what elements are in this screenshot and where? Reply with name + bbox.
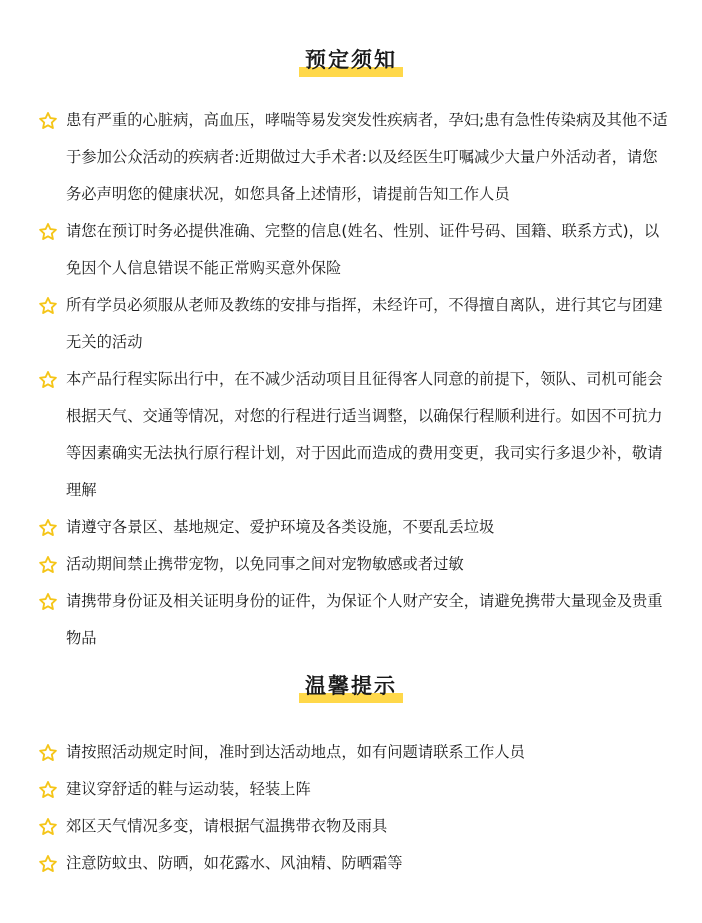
list-item-text: 请按照活动规定时间，准时到达活动地点，如有问题请联系工作人员	[66, 743, 525, 761]
tips-heading-wrap	[0, 672, 702, 712]
list-item-text: 郊区天气情况多变，请根据气温携带衣物及雨具	[66, 817, 388, 835]
list-item	[38, 287, 668, 361]
star-outline-icon	[38, 780, 58, 800]
star-outline-icon	[38, 555, 58, 575]
list-item	[38, 734, 668, 771]
star-outline-icon	[38, 111, 58, 131]
list-item-text: 请遵守各景区、基地规定、爱护环境及各类设施，不要乱丢垃圾	[66, 518, 495, 536]
list-item	[38, 213, 668, 287]
notice-heading-wrap	[0, 46, 702, 86]
list-item-text: 患有严重的心脏病，高血压，哮喘等易发突发性疾病者，孕妇;患有急性传染病及其他不适于参加公众活动的疾病者:近期做过大手术者:以及经医生叮嘱减少大量户外活动者，请您务必声明您的健康状况，如您具备上述情形，请提前告知工作人员	[66, 111, 668, 203]
list-item	[38, 808, 668, 845]
star-outline-icon	[38, 743, 58, 763]
star-outline-icon	[38, 817, 58, 837]
tips-title: 温馨提示	[301, 672, 401, 700]
star-outline-icon	[38, 854, 58, 874]
notice-title: 预定须知	[301, 46, 401, 74]
star-outline-icon	[38, 592, 58, 612]
list-item	[38, 102, 668, 213]
list-item	[38, 771, 668, 808]
list-item	[38, 583, 668, 657]
list-item-text: 本产品行程实际出行中，在不减少活动项目且征得客人同意的前提下，领队、司机可能会根据天气、交通等情况，对您的行程进行适当调整，以确保行程顺利进行。如因不可抗力等因素确实无法执行原行程计划，对于因此而造成的费用变更，我司实行多退少补，敬请理解	[66, 370, 663, 499]
star-outline-icon	[38, 296, 58, 316]
tips-list	[38, 734, 668, 882]
list-item	[38, 845, 668, 882]
star-outline-icon	[38, 518, 58, 538]
notice-list	[38, 102, 668, 657]
list-item-text: 建议穿舒适的鞋与运动装，轻装上阵	[66, 780, 311, 798]
star-outline-icon	[38, 370, 58, 390]
star-outline-icon	[38, 222, 58, 242]
list-item-text: 活动期间禁止携带宠物，以免同事之间对宠物敏感或者过敏	[66, 555, 464, 573]
list-item-text: 所有学员必须服从老师及教练的安排与指挥，未经许可，不得擅自离队，进行其它与团建无关的活动	[66, 296, 663, 351]
list-item-text: 请携带身份证及相关证明身份的证件，为保证个人财产安全，请避免携带大量现金及贵重物品	[66, 592, 663, 647]
list-item-text: 请您在预订时务必提供准确、完整的信息(姓名、性别、证件号码、国籍、联系方式)，以免因个人信息错误不能正常购买意外保险	[66, 222, 660, 277]
list-item	[38, 546, 668, 583]
list-item	[38, 509, 668, 546]
list-item	[38, 361, 668, 509]
list-item-text: 注意防蚊虫、防晒，如花露水、风油精、防晒霜等	[66, 854, 403, 872]
